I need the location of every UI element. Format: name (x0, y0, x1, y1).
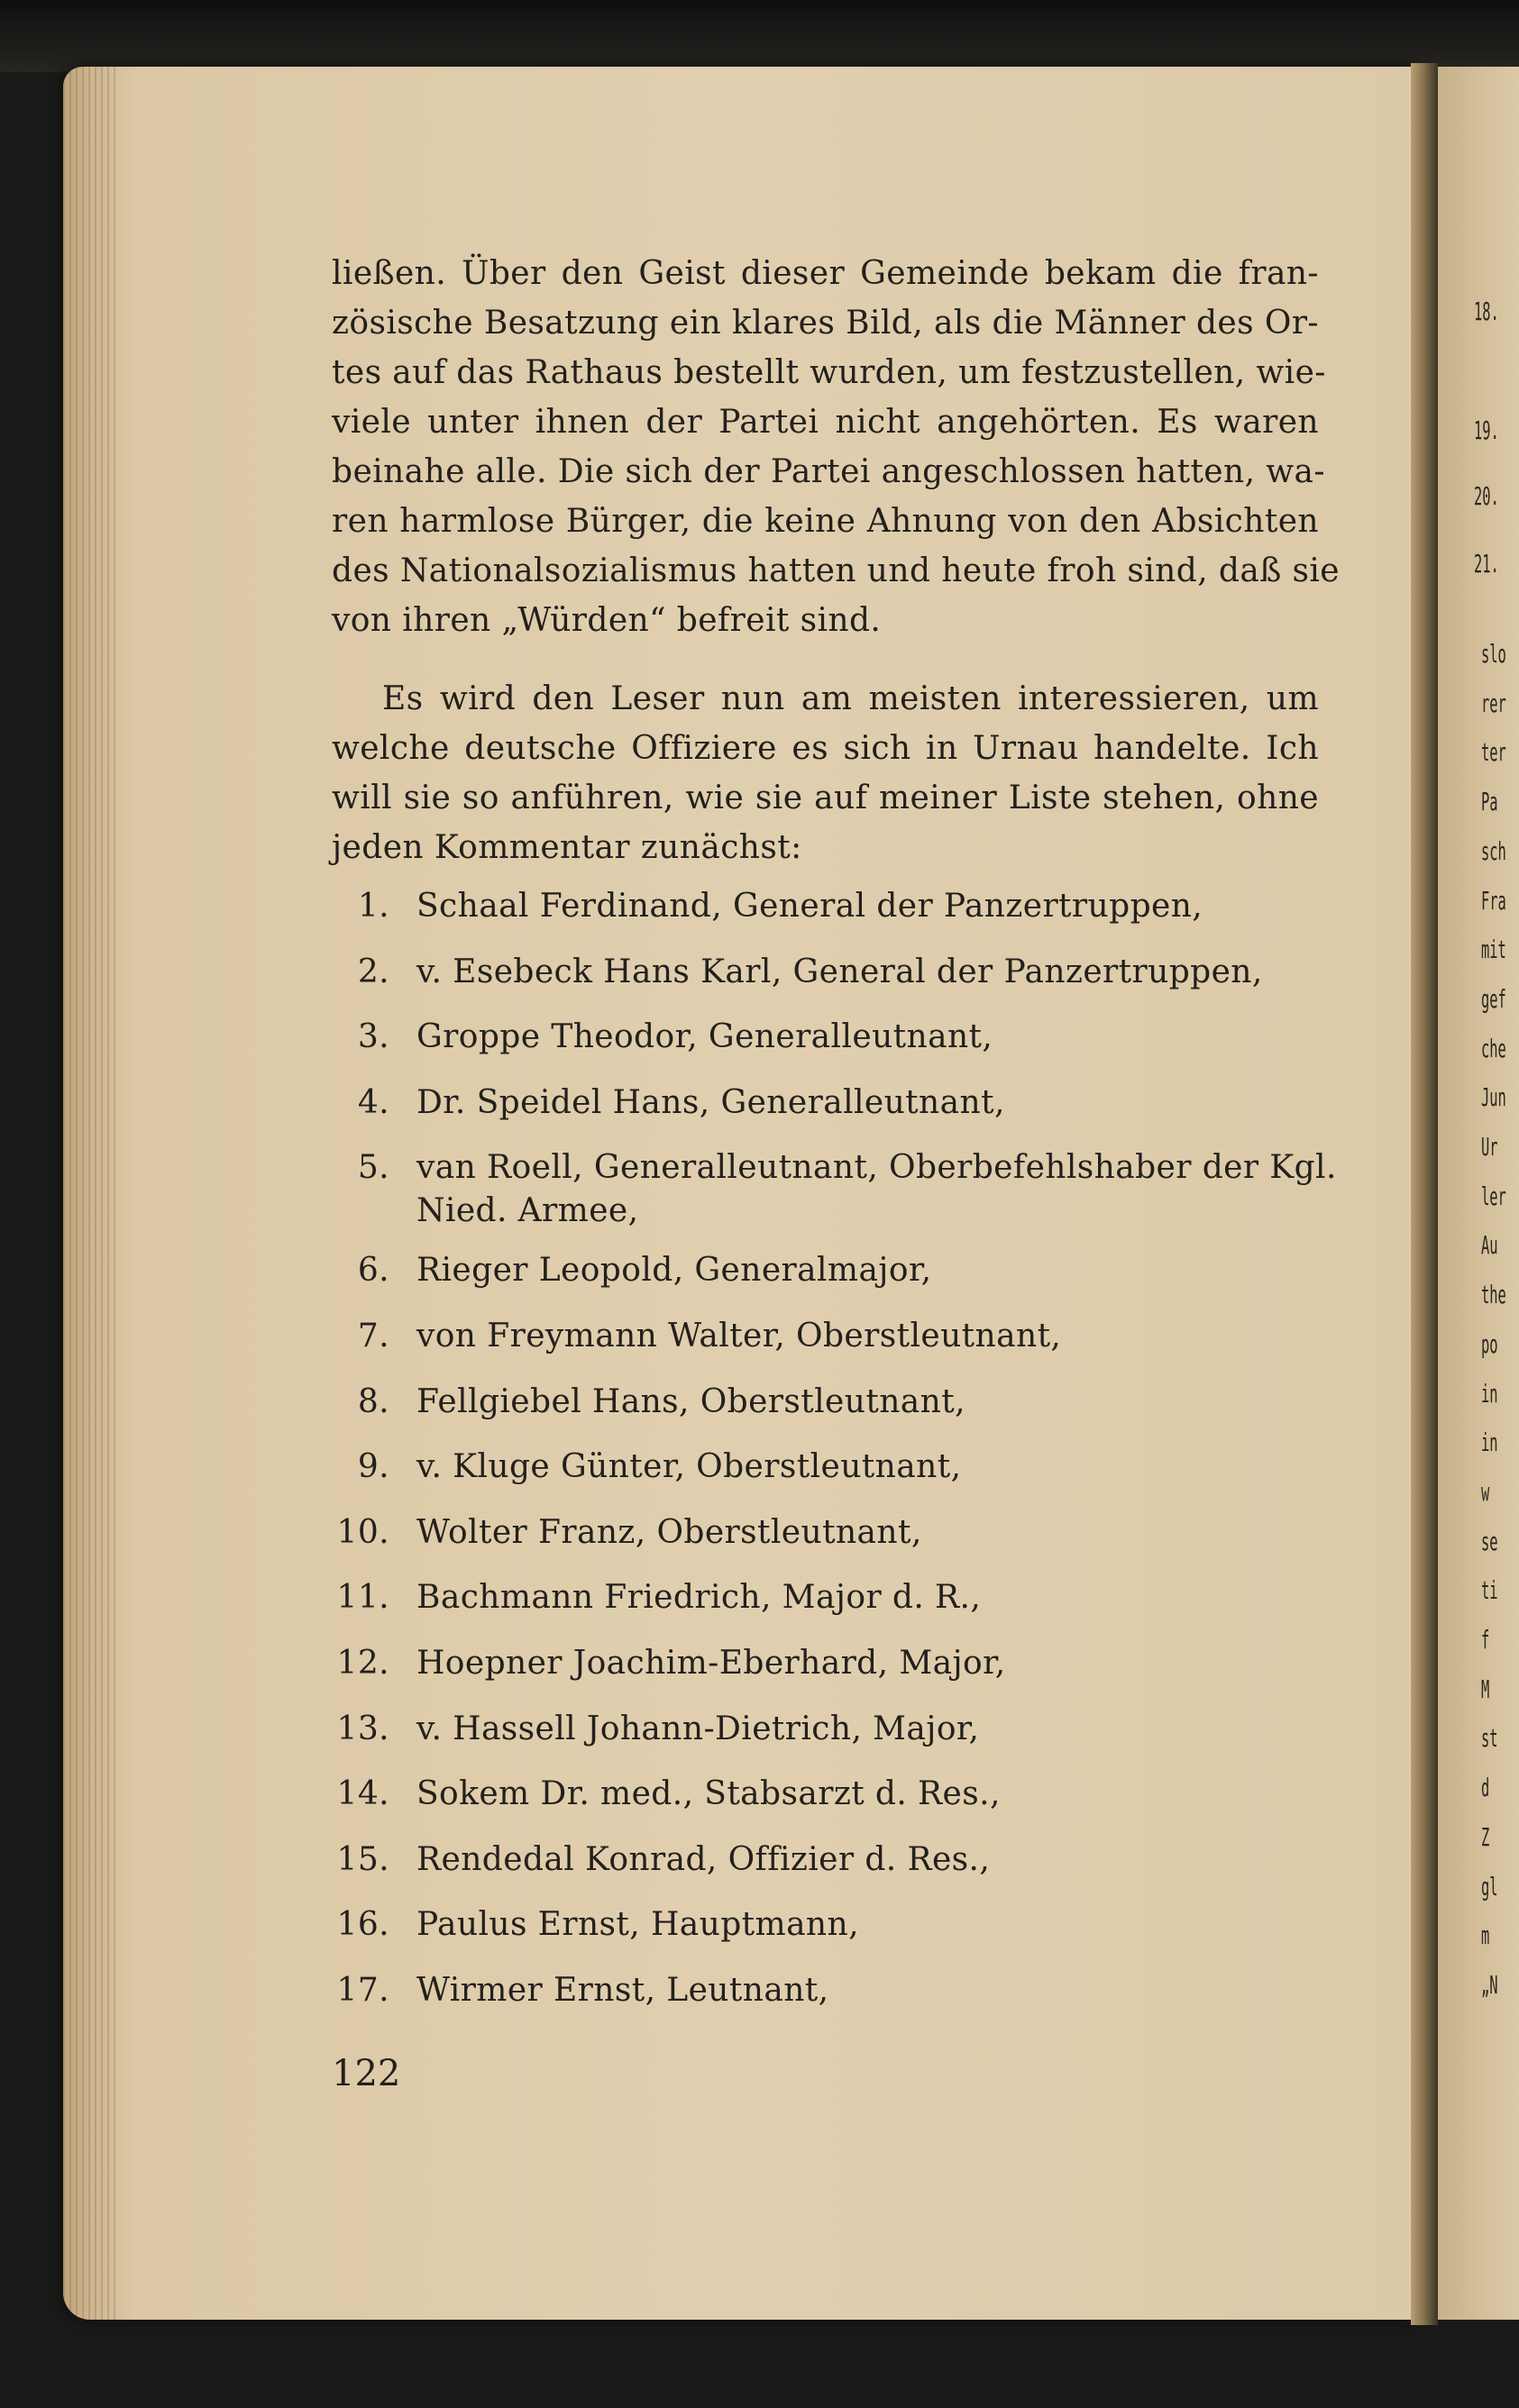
list-item-number: 5. (357, 1149, 389, 1187)
adjacent-page-word-fragment: gef (1481, 983, 1506, 1014)
list-item-text (416, 1838, 1322, 1882)
adjacent-page-word-fragment: the (1481, 1280, 1506, 1310)
list-item (334, 1249, 1325, 1315)
text-line: ließen. Über den Geist dieser Gemeinde bekam die fran- (332, 255, 1319, 292)
list-item-line: v. Kluge Günter, Oberstleutnant, (416, 1448, 962, 1486)
list-item-line: Paulus Ernst, Hauptmann, (416, 1906, 859, 1944)
text-line: viele unter ihnen der Partei nicht angehörten. Es waren (332, 404, 1319, 441)
list-item (334, 1969, 1325, 2035)
adjacent-page-word-fragment: ler (1481, 1181, 1506, 1211)
list-item-line: von Freymann Walter, Oberstleutnant, (416, 1317, 1062, 1354)
list-item (334, 1081, 1325, 1147)
adjacent-page-word-fragment: mit (1481, 935, 1506, 965)
list-item-line: v. Esebeck Hans Karl, General der Panzertruppen, (416, 953, 1263, 990)
list-item-number: 7. (357, 1317, 389, 1354)
list-item-number: 4. (357, 1083, 389, 1121)
adjacent-page-number-fragment: 21. (1474, 549, 1499, 579)
list-item-line: Rendedal Konrad, Offizier d. Res., (416, 1840, 991, 1878)
list-item-text (416, 1381, 1322, 1424)
adjacent-page-word-fragment: slo (1481, 639, 1506, 669)
text-line: zösische Besatzung ein klares Bild, als die Männer des Or- (332, 305, 1319, 342)
list-item (334, 1146, 1337, 1249)
list-item (334, 1773, 1325, 1838)
adjacent-page-word-fragment: d (1481, 1773, 1490, 1803)
list-item-text (416, 1642, 1322, 1685)
list-item-number: 9. (357, 1448, 389, 1486)
list-item (334, 1016, 1325, 1081)
list-item (334, 885, 1325, 951)
book-gutter (1411, 63, 1438, 2325)
list-item-line: v. Hassell Johann-Dietrich, Major, (416, 1710, 980, 1747)
text-line: ren harmlose Bürger, die keine Ahnung von den Absichten (332, 503, 1319, 540)
list-item (334, 1446, 1325, 1511)
adjacent-page-number-fragment: 19. (1474, 415, 1499, 445)
officer-list (334, 885, 1337, 2035)
adjacent-page-number-fragment: 18. (1474, 296, 1499, 326)
adjacent-page-word-fragment: Jun (1481, 1082, 1506, 1113)
text-line: von ihren „Würden“ befreit sind. (332, 602, 882, 639)
adjacent-page-word-fragment: Au (1481, 1230, 1498, 1261)
list-item-number: 12. (336, 1644, 389, 1682)
text-line: tes auf das Rathaus bestellt wurden, um festzustellen, wie- (332, 354, 1326, 391)
list-item-number: 16. (336, 1906, 389, 1944)
list-item-number: 1. (357, 888, 389, 925)
adjacent-page-word-fragment: che (1481, 1033, 1506, 1063)
list-item-line: Bachmann Friedrich, Major d. R., (416, 1579, 982, 1617)
adjacent-page-word-fragment: m (1481, 1920, 1490, 1951)
adjacent-page-word-fragment: rer (1481, 688, 1506, 718)
list-item (334, 1838, 1325, 1904)
list-item (334, 1708, 1325, 1774)
list-item (334, 1511, 1325, 1577)
adjacent-page-word-fragment: Pa (1481, 787, 1498, 817)
list-item-text (416, 1446, 1322, 1489)
adjacent-page-word-fragment: f (1481, 1625, 1490, 1655)
list-item (334, 1903, 1325, 1969)
list-item-text (416, 1249, 1322, 1292)
list-item-line: Schaal Ferdinand, General der Panzertruppen, (416, 888, 1203, 925)
list-item-line: Groppe Theodor, Generalleutnant, (416, 1018, 993, 1056)
list-item-text (416, 885, 1322, 928)
text-line: Es wird den Leser nun am meisten interessieren, um (382, 680, 1319, 717)
adjacent-page-word-fragment: st (1481, 1723, 1498, 1754)
adjacent-page-word-fragment: se (1481, 1526, 1498, 1556)
list-item-number: 15. (336, 1840, 389, 1878)
list-item-number: 14. (336, 1775, 389, 1813)
list-item-number: 3. (357, 1018, 389, 1056)
list-item-line: Sokem Dr. med., Stabsarzt d. Res., (416, 1775, 1001, 1813)
list-item-line: Fellgiebel Hans, Oberstleutnant, (416, 1382, 965, 1420)
list-item (334, 951, 1325, 1017)
text-line: beinahe alle. Die sich der Partei angeschlossen hatten, wa- (332, 453, 1325, 490)
list-item-line: Wirmer Ernst, Leutnant, (416, 1971, 829, 2009)
list-item-text (416, 1576, 1322, 1619)
list-item-text (416, 951, 1322, 994)
adjacent-page-word-fragment: sch (1481, 835, 1506, 866)
list-item (334, 1576, 1325, 1642)
list-item-text (416, 1146, 1337, 1233)
list-item-number: 6. (357, 1252, 389, 1290)
adjacent-page-word-fragment: M (1481, 1674, 1490, 1704)
list-item-line: Rieger Leopold, Generalmajor, (416, 1252, 932, 1290)
paragraph-2 (332, 674, 1319, 872)
adjacent-page-word-fragment: ter (1481, 737, 1506, 768)
list-item-text (416, 1903, 1322, 1947)
list-item-text (416, 1315, 1322, 1358)
list-item-text (416, 1969, 1322, 2012)
adjacent-page-edge (1438, 67, 1519, 2320)
adjacent-page-word-fragment: ti (1481, 1575, 1498, 1606)
adjacent-page-number-fragment: 20. (1474, 481, 1499, 511)
text-line: jeden Kommentar zunächst: (332, 829, 802, 866)
text-line: will sie so anführen, wie sie auf meiner Liste stehen, ohne (332, 780, 1319, 816)
list-item-number: 8. (357, 1382, 389, 1420)
adjacent-page-word-fragment: Fra (1481, 885, 1506, 916)
list-item (334, 1381, 1325, 1446)
adjacent-page-word-fragment: w (1481, 1476, 1490, 1507)
list-item (334, 1642, 1325, 1708)
list-item-line: Dr. Speidel Hans, Generalleutnant, (416, 1083, 1005, 1121)
list-item-text (416, 1708, 1322, 1751)
adjacent-page-word-fragment: Z (1481, 1821, 1490, 1852)
text-line: welche deutsche Offiziere es sich in Urnau handelte. Ich (332, 730, 1319, 767)
list-item-number: 10. (336, 1513, 389, 1551)
adjacent-page-word-fragment: Ur (1481, 1132, 1498, 1162)
background-top (0, 0, 1519, 72)
list-item-text (416, 1773, 1322, 1816)
adjacent-page-word-fragment: gl (1481, 1871, 1498, 1902)
list-item-text (416, 1511, 1322, 1555)
list-item-line: van Roell, Generalleutnant, Oberbefehlshaber der Kgl. (416, 1149, 1337, 1187)
page-number: 122 (332, 2053, 401, 2094)
adjacent-page-word-fragment: po (1481, 1328, 1498, 1359)
list-item-text (416, 1016, 1322, 1059)
list-item-line: Wolter Franz, Oberstleutnant, (416, 1513, 922, 1551)
list-item-number: 13. (336, 1710, 389, 1747)
paragraph-1 (332, 249, 1340, 645)
list-item-number: 2. (357, 953, 389, 990)
list-item (334, 1315, 1325, 1381)
list-item-line: Hoepner Joachim-Eberhard, Major, (416, 1644, 1006, 1682)
adjacent-page-word-fragment: in (1481, 1378, 1498, 1409)
adjacent-page-word-fragment: „N (1481, 1969, 1498, 2000)
list-item-number: 11. (336, 1579, 389, 1617)
list-item-text (416, 1081, 1322, 1125)
text-line: des Nationalsozialismus hatten und heute froh sind, daß sie (332, 552, 1340, 589)
list-item-number: 17. (336, 1971, 389, 2009)
list-item-line: Nied. Armee, (416, 1192, 639, 1230)
adjacent-page-word-fragment: in (1481, 1427, 1498, 1458)
